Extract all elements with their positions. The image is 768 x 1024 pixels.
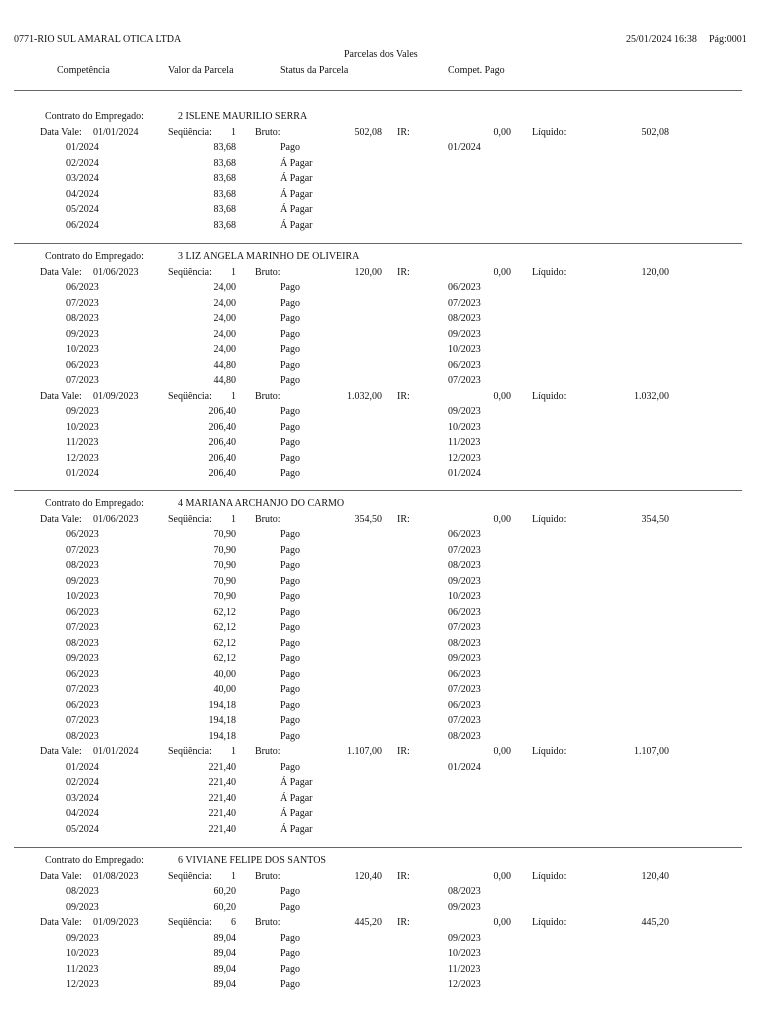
parcela-competencia: 08/2023 (66, 560, 99, 571)
parcela-valor: 206,40 (208, 468, 236, 479)
parcela-compet-pago: 07/2023 (448, 544, 481, 556)
parcela-valor: 83,68 (213, 173, 236, 184)
parcela-competencia: 07/2023 (66, 297, 99, 309)
parcela-status: Pago (280, 421, 300, 433)
parcela-compet-pago: 11/2023 (448, 437, 481, 448)
bruto-value: 445,20 (354, 917, 382, 928)
parcela-competencia: 02/2024 (66, 777, 99, 788)
sequencia-value: 1 (231, 126, 236, 138)
parcela-competencia: 04/2024 (66, 808, 99, 819)
parcela-status: Pago (280, 297, 300, 309)
parcela-compet-pago: 01/2024 (448, 468, 481, 479)
liquido-value: 1.032,00 (634, 390, 669, 402)
parcela-compet-pago: 06/2023 (448, 359, 481, 371)
parcela-status: Pago (280, 761, 300, 773)
parcela-competencia: 04/2024 (66, 188, 99, 200)
liquido-label: Líquido: (532, 513, 567, 525)
parcela-compet-pago: 06/2023 (448, 699, 481, 711)
parcela-valor: 40,00 (213, 668, 236, 680)
ir-value: 0,00 (493, 870, 511, 882)
liquido-value: 445,20 (641, 917, 669, 928)
bruto-value: 1.107,00 (347, 746, 382, 757)
parcela-compet-pago: 11/2023 (448, 963, 481, 975)
section-divider (14, 243, 742, 244)
parcela-valor: 62,12 (213, 606, 236, 618)
parcela-valor: 206,40 (208, 406, 236, 417)
bruto-value: 1.032,00 (347, 390, 382, 402)
section-divider (14, 847, 742, 848)
parcela-valor: 206,40 (208, 452, 236, 464)
liquido-label: Líquido: (532, 390, 567, 402)
parcela-valor: 83,68 (213, 142, 236, 153)
liquido-value: 1.107,00 (634, 746, 669, 757)
parcela-competencia: 06/2023 (66, 282, 99, 293)
parcela-valor: 60,20 (213, 901, 236, 913)
parcela-compet-pago: 08/2023 (448, 637, 481, 649)
parcela-competencia: 01/2024 (66, 468, 99, 479)
parcela-valor: 24,00 (213, 328, 236, 340)
parcela-competencia: 12/2023 (66, 452, 99, 464)
parcela-valor: 44,80 (213, 359, 236, 371)
liquido-label: Líquido: (532, 917, 567, 928)
parcela-compet-pago: 06/2023 (448, 282, 481, 293)
bruto-value: 120,40 (354, 870, 382, 882)
parcela-valor: 89,04 (213, 979, 236, 990)
employee-name: 2 ISLENE MAURILIO SERRA (178, 111, 308, 122)
parcela-compet-pago: 10/2023 (448, 948, 481, 959)
parcela-valor: 70,90 (213, 560, 236, 571)
parcela-status: Á Pagar (280, 219, 313, 231)
parcela-competencia: 07/2023 (66, 622, 99, 633)
liquido-value: 502,08 (641, 126, 669, 138)
parcela-competencia: 06/2023 (66, 529, 99, 540)
parcela-competencia: 08/2023 (66, 637, 99, 649)
parcela-compet-pago: 06/2023 (448, 668, 481, 680)
parcela-status: Á Pagar (280, 808, 313, 819)
parcela-competencia: 10/2023 (66, 948, 99, 959)
page-number: Pág:0001 (709, 34, 747, 45)
ir-label: IR: (397, 390, 410, 402)
sequencia-label: Seqüência: (168, 746, 212, 757)
parcela-valor: 221,40 (208, 792, 236, 804)
parcela-competencia: 09/2023 (66, 575, 99, 587)
parcela-competencia: 07/2023 (66, 715, 99, 726)
parcela-valor: 70,90 (213, 544, 236, 556)
parcela-valor: 89,04 (213, 963, 236, 975)
parcela-status: Á Pagar (280, 188, 313, 200)
parcela-status: Pago (280, 529, 300, 540)
parcela-status: Pago (280, 468, 300, 479)
parcela-competencia: 02/2024 (66, 157, 99, 169)
ir-value: 0,00 (493, 390, 511, 402)
bruto-label: Bruto: (255, 266, 281, 278)
data-vale-label: Data Vale: (40, 126, 82, 138)
parcela-status: Pago (280, 313, 300, 324)
parcela-competencia: 08/2023 (66, 313, 99, 324)
parcela-valor: 89,04 (213, 932, 236, 944)
parcela-status: Pago (280, 730, 300, 742)
parcela-valor: 221,40 (208, 823, 236, 835)
data-vale-value: 01/06/2023 (93, 513, 139, 525)
parcela-competencia: 05/2024 (66, 823, 99, 835)
parcela-competencia: 06/2023 (66, 359, 99, 371)
parcela-compet-pago: 08/2023 (448, 560, 481, 571)
parcela-valor: 83,68 (213, 188, 236, 200)
parcela-competencia: 07/2023 (66, 684, 99, 695)
parcela-compet-pago: 09/2023 (448, 328, 481, 340)
parcela-competencia: 11/2023 (66, 437, 99, 448)
parcela-valor: 62,12 (213, 637, 236, 649)
report-datetime: 25/01/2024 16:38 (626, 34, 697, 45)
parcela-competencia: 06/2023 (66, 668, 99, 680)
parcela-compet-pago: 12/2023 (448, 979, 481, 990)
parcela-compet-pago: 01/2024 (448, 761, 481, 773)
data-vale-value: 01/09/2023 (93, 917, 139, 928)
parcela-compet-pago: 10/2023 (448, 344, 481, 355)
parcela-status: Pago (280, 963, 300, 975)
parcela-valor: 24,00 (213, 297, 236, 309)
sequencia-value: 1 (231, 746, 236, 757)
parcela-competencia: 03/2024 (66, 792, 99, 804)
parcela-valor: 221,40 (208, 808, 236, 819)
contract-label: Contrato do Empregado: (45, 251, 144, 262)
parcela-competencia: 01/2024 (66, 761, 99, 773)
parcela-status: Pago (280, 637, 300, 649)
column-header-valor: Valor da Parcela (168, 65, 234, 76)
parcela-compet-pago: 01/2024 (448, 142, 481, 153)
parcela-valor: 194,18 (208, 730, 236, 742)
parcela-status: Pago (280, 282, 300, 293)
data-vale-label: Data Vale: (40, 746, 82, 757)
parcela-compet-pago: 10/2023 (448, 591, 481, 602)
data-vale-value: 01/09/2023 (93, 390, 139, 402)
ir-label: IR: (397, 513, 410, 525)
parcela-competencia: 08/2023 (66, 730, 99, 742)
column-header-competencia: Competência (57, 65, 110, 76)
bruto-label: Bruto: (255, 746, 281, 757)
bruto-label: Bruto: (255, 513, 281, 525)
parcela-compet-pago: 09/2023 (448, 653, 481, 664)
data-vale-label: Data Vale: (40, 870, 82, 882)
parcela-status: Pago (280, 684, 300, 695)
parcela-valor: 44,80 (213, 375, 236, 386)
parcela-valor: 62,12 (213, 653, 236, 664)
sequencia-label: Seqüência: (168, 266, 212, 278)
bruto-value: 120,00 (354, 266, 382, 278)
parcela-status: Á Pagar (280, 777, 313, 788)
parcela-status: Pago (280, 932, 300, 944)
parcela-status: Pago (280, 575, 300, 587)
parcela-status: Pago (280, 699, 300, 711)
parcela-status: Pago (280, 622, 300, 633)
parcela-valor: 206,40 (208, 421, 236, 433)
parcela-valor: 83,68 (213, 219, 236, 231)
header-divider (14, 90, 742, 91)
sequencia-label: Seqüência: (168, 126, 212, 138)
parcela-valor: 194,18 (208, 699, 236, 711)
liquido-label: Líquido: (532, 126, 567, 138)
parcela-status: Pago (280, 715, 300, 726)
parcela-competencia: 11/2023 (66, 963, 99, 975)
parcela-status: Pago (280, 979, 300, 990)
parcela-valor: 24,00 (213, 344, 236, 355)
parcela-competencia: 10/2023 (66, 421, 99, 433)
parcela-compet-pago: 07/2023 (448, 375, 481, 386)
ir-label: IR: (397, 746, 410, 757)
sequencia-label: Seqüência: (168, 870, 212, 882)
parcela-status: Pago (280, 668, 300, 680)
parcela-competencia: 05/2024 (66, 204, 99, 215)
data-vale-value: 01/01/2024 (93, 126, 139, 138)
parcela-valor: 83,68 (213, 157, 236, 169)
parcela-status: Á Pagar (280, 823, 313, 835)
liquido-label: Líquido: (532, 266, 567, 278)
parcela-competencia: 10/2023 (66, 344, 99, 355)
parcela-status: Pago (280, 560, 300, 571)
parcela-status: Pago (280, 406, 300, 417)
liquido-label: Líquido: (532, 870, 567, 882)
ir-label: IR: (397, 870, 410, 882)
parcela-status: Á Pagar (280, 157, 313, 169)
parcela-compet-pago: 07/2023 (448, 622, 481, 633)
parcela-status: Pago (280, 359, 300, 371)
parcela-valor: 221,40 (208, 761, 236, 773)
parcela-competencia: 08/2023 (66, 886, 99, 897)
report-title: Parcelas dos Vales (344, 49, 418, 60)
data-vale-label: Data Vale: (40, 513, 82, 525)
parcela-compet-pago: 06/2023 (448, 606, 481, 618)
parcela-status: Pago (280, 606, 300, 618)
parcela-valor: 206,40 (208, 437, 236, 448)
sequencia-label: Seqüência: (168, 390, 212, 402)
sequencia-value: 1 (231, 513, 236, 525)
parcela-compet-pago: 09/2023 (448, 932, 481, 944)
contract-label: Contrato do Empregado: (45, 855, 144, 866)
parcela-compet-pago: 08/2023 (448, 313, 481, 324)
parcela-status: Á Pagar (280, 173, 313, 184)
bruto-value: 354,50 (354, 513, 382, 525)
parcela-status: Pago (280, 653, 300, 664)
parcela-competencia: 09/2023 (66, 901, 99, 913)
data-vale-value: 01/08/2023 (93, 870, 139, 882)
parcela-status: Pago (280, 948, 300, 959)
parcela-status: Pago (280, 375, 300, 386)
parcela-competencia: 09/2023 (66, 932, 99, 944)
column-header-status: Status da Parcela (280, 65, 349, 76)
parcela-valor: 194,18 (208, 715, 236, 726)
parcela-competencia: 01/2024 (66, 142, 99, 153)
sequencia-label: Seqüência: (168, 917, 212, 928)
section-divider (14, 490, 742, 491)
company-name: 0771-RIO SUL AMARAL OTICA LTDA (14, 34, 182, 45)
employee-name: 3 LIZ ANGELA MARINHO DE OLIVEIRA (178, 251, 360, 262)
liquido-value: 120,40 (641, 870, 669, 882)
ir-label: IR: (397, 266, 410, 278)
contract-label: Contrato do Empregado: (45, 111, 144, 122)
parcela-competencia: 09/2023 (66, 328, 99, 340)
liquido-label: Líquido: (532, 746, 567, 757)
sequencia-value: 1 (231, 266, 236, 278)
parcela-compet-pago: 09/2023 (448, 406, 481, 417)
sequencia-value: 1 (231, 870, 236, 882)
parcela-valor: 24,00 (213, 313, 236, 324)
ir-value: 0,00 (493, 513, 511, 525)
ir-value: 0,00 (493, 126, 511, 138)
parcela-status: Pago (280, 344, 300, 355)
data-vale-label: Data Vale: (40, 266, 82, 278)
parcela-compet-pago: 07/2023 (448, 297, 481, 309)
ir-label: IR: (397, 917, 410, 928)
contract-label: Contrato do Empregado: (45, 498, 144, 509)
parcela-compet-pago: 08/2023 (448, 886, 481, 897)
column-header-compet-pago: Compet. Pago (448, 65, 505, 76)
sequencia-value: 1 (231, 390, 236, 402)
parcela-valor: 221,40 (208, 777, 236, 788)
parcela-valor: 62,12 (213, 622, 236, 633)
parcela-valor: 83,68 (213, 204, 236, 215)
parcela-compet-pago: 07/2023 (448, 684, 481, 695)
parcela-status: Pago (280, 544, 300, 556)
sequencia-value: 6 (231, 917, 236, 928)
parcela-competencia: 07/2023 (66, 544, 99, 556)
parcela-competencia: 09/2023 (66, 406, 99, 417)
bruto-label: Bruto: (255, 870, 281, 882)
ir-value: 0,00 (493, 746, 511, 757)
parcela-valor: 70,90 (213, 529, 236, 540)
parcela-valor: 70,90 (213, 575, 236, 587)
bruto-label: Bruto: (255, 126, 281, 138)
parcela-compet-pago: 12/2023 (448, 452, 481, 464)
parcela-status: Pago (280, 901, 300, 913)
employee-name: 6 VIVIANE FELIPE DOS SANTOS (178, 855, 326, 866)
parcela-valor: 24,00 (213, 282, 236, 293)
sequencia-label: Seqüência: (168, 513, 212, 525)
parcela-status: Pago (280, 437, 300, 448)
parcela-status: Pago (280, 452, 300, 464)
parcela-valor: 40,00 (213, 684, 236, 695)
parcela-status: Pago (280, 886, 300, 897)
data-vale-label: Data Vale: (40, 917, 82, 928)
parcela-competencia: 06/2023 (66, 606, 99, 618)
parcela-competencia: 09/2023 (66, 653, 99, 664)
bruto-label: Bruto: (255, 917, 281, 928)
bruto-value: 502,08 (354, 126, 382, 138)
ir-value: 0,00 (493, 917, 511, 928)
parcela-competencia: 06/2024 (66, 219, 99, 231)
parcela-compet-pago: 07/2023 (448, 715, 481, 726)
parcela-competencia: 07/2023 (66, 375, 99, 386)
parcela-status: Á Pagar (280, 792, 313, 804)
parcela-status: Pago (280, 328, 300, 340)
parcela-status: Pago (280, 142, 300, 153)
parcela-competencia: 03/2024 (66, 173, 99, 184)
parcela-compet-pago: 06/2023 (448, 529, 481, 540)
parcela-competencia: 10/2023 (66, 591, 99, 602)
parcela-compet-pago: 09/2023 (448, 901, 481, 913)
parcela-valor: 70,90 (213, 591, 236, 602)
data-vale-value: 01/01/2024 (93, 746, 139, 757)
parcela-compet-pago: 08/2023 (448, 730, 481, 742)
data-vale-label: Data Vale: (40, 390, 82, 402)
parcela-valor: 89,04 (213, 948, 236, 959)
parcela-competencia: 06/2023 (66, 699, 99, 711)
parcela-valor: 60,20 (213, 886, 236, 897)
parcela-status: Á Pagar (280, 204, 313, 215)
liquido-value: 354,50 (641, 513, 669, 525)
parcela-compet-pago: 10/2023 (448, 421, 481, 433)
data-vale-value: 01/06/2023 (93, 266, 139, 278)
parcela-status: Pago (280, 591, 300, 602)
parcela-competencia: 12/2023 (66, 979, 99, 990)
ir-label: IR: (397, 126, 410, 138)
ir-value: 0,00 (493, 266, 511, 278)
liquido-value: 120,00 (641, 266, 669, 278)
bruto-label: Bruto: (255, 390, 281, 402)
employee-name: 4 MARIANA ARCHANJO DO CARMO (178, 498, 345, 509)
parcela-compet-pago: 09/2023 (448, 575, 481, 587)
